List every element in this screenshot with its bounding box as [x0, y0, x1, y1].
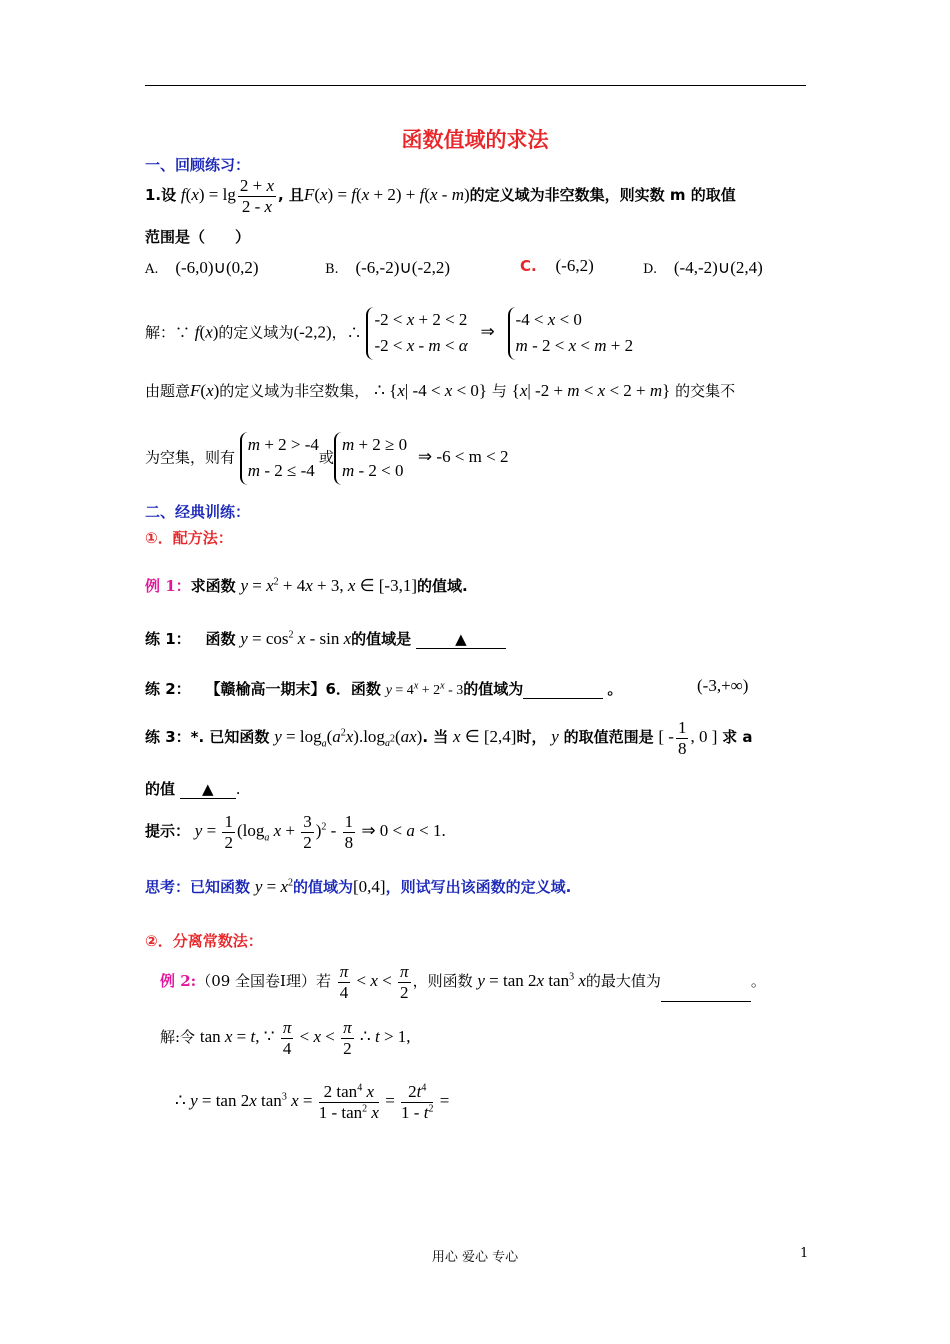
- solution2-line2: ∴ y = tan 2x $\tan^3 x$ = $\frac{2 \tan^4 x}{1 - \tan^2 x}$ = $\frac{2t^4}{1 - t^2}$ =: [175, 1082, 450, 1122]
- solution2-line1: 解:令 tan x = t, ∵ $\frac{\pi}{4}$ < x < $\frac{\pi}{2}$ ∴ t > 1,: [160, 1018, 411, 1058]
- practice3-answer-blank[interactable]: [180, 780, 236, 799]
- practice3-range: 的取值范围是: [563, 727, 654, 746]
- practice3-line2: [145, 778, 241, 799]
- option-c-value: (-6,2): [555, 256, 594, 275]
- q1-option-b[interactable]: [325, 258, 450, 278]
- page-title: 函数值域的求法: [401, 128, 549, 152]
- think-label: 思考：: [145, 878, 191, 896]
- method1-heading: ①．配方法：: [145, 529, 233, 547]
- practice3-ask: 求 a: [722, 727, 753, 746]
- sol1-line1: 解：∵ f(x)的定义域为(-2,2)，∴ -2 < x + 2 < 2 -2 < x - m < α ⇒ -4 < x < 0 m - 2 < x < m + 2: [145, 307, 633, 360]
- option-d-value: (-4,-2)∪(2,4): [673, 258, 763, 277]
- sol1-domain-text: 的定义域为: [218, 323, 294, 342]
- hint: 提示： y = $\frac{1}{2}$ ($\log_a$ x + $\frac{3}{2}$ )$^2$ - $\frac{1}{8}$ ⇒ 0 < a < 1.: [145, 812, 446, 852]
- example1-text: 求函数: [190, 577, 236, 595]
- sol1-para3-a: 为空集，则有: [145, 448, 236, 467]
- method2-heading: ②．分离常数法：: [145, 932, 263, 950]
- option-d-label: D.: [643, 262, 658, 277]
- practice3-label: 练 3：: [145, 727, 191, 746]
- practice2-tail: 的值域为: [463, 680, 524, 698]
- q1-suffix: 的定义域为非空数集，则实数 m 的取值: [469, 185, 736, 204]
- solution2-lead: 解:令: [160, 1027, 196, 1046]
- practice1-tail: 的值域是: [351, 630, 412, 648]
- think-tail: ，则试写出该函数的定义域.: [385, 878, 572, 896]
- page-number: 1: [800, 1246, 809, 1261]
- practice3: 练 3：*. 已知函数 $y = \log_a(a^2x).\log_{a^2}(ax)$. 当 x ∈ [2,4]时， y 的取值范围是 [ - $\frac{1}{8}$ , 0 ] 求 a: [145, 718, 753, 758]
- practice3-then: 时，: [516, 727, 547, 746]
- sol1-lead: 解：∵: [145, 323, 191, 342]
- practice2: 练 2： 【赣榆高一期末】6．函数 $y = 4^x + 2^x - 3$的值域为 。: [145, 680, 623, 698]
- option-b-label: B.: [325, 262, 339, 277]
- example2-tail: ，则函数: [412, 971, 473, 990]
- practice1-text: 函数: [205, 630, 236, 648]
- q1-line2: 范围是（ ）: [145, 228, 251, 246]
- practice3-text: *. 已知函数: [190, 727, 270, 746]
- think-mid: 的值域为: [293, 878, 354, 896]
- option-c-label: C.: [520, 257, 537, 275]
- q1-option-d[interactable]: [643, 258, 763, 278]
- triangle-icon: ▲: [455, 630, 467, 648]
- think: 思考：已知函数 $y = x^2$的值域为[0,4]，则试写出该函数的定义域.: [145, 877, 572, 896]
- practice2-answer-blank[interactable]: [523, 684, 603, 699]
- example1-label: 例 1：: [145, 577, 191, 595]
- section-review-heading: 一、回顾练习：: [145, 156, 251, 174]
- q1-line1: 1.设 f(x) = lg $\frac{2 + x}{2 - x}$ , 且F(x) = f(x + 2) + f(x - m)的定义域为非空数集，则实数 m 的取值: [145, 176, 736, 216]
- hint-label: 提示：: [145, 821, 191, 840]
- example1: 例 1：求函数 $y = x^2 + 4x + 3$, x ∈ [-3,1]的值域.: [145, 576, 468, 595]
- sol1-para2-a: 由题意: [145, 382, 191, 400]
- example2-source: （09 全国卷Ⅰ理）若: [196, 971, 331, 990]
- page-footer: 用心 爱心 专心: [431, 1250, 519, 1265]
- q1-option-a[interactable]: [145, 258, 259, 278]
- sol1-domain-val: (-2,2): [293, 322, 332, 342]
- q1-prefix: 1.设: [145, 185, 177, 204]
- practice3-when: . 当: [422, 727, 449, 746]
- option-b-value: (-6,-2)∪(-2,2): [355, 258, 451, 277]
- practice1-answer-blank[interactable]: [416, 630, 506, 649]
- practice2-end: 。: [607, 680, 623, 698]
- option-a-label: A.: [145, 262, 159, 277]
- practice2-answer: (-3,+∞): [697, 676, 749, 695]
- q1-mid: , 且: [278, 185, 304, 204]
- think-text: 已知函数: [190, 878, 251, 896]
- example2-end: 。: [750, 971, 766, 990]
- practice1-label: 练 1：: [145, 630, 191, 648]
- practice2-label: 练 2：: [145, 680, 191, 698]
- example2: 例 2:（09 全国卷Ⅰ理）若 $\frac{\pi}{4}$ < x < $\frac{\pi}{2}$ ，则函数 y = tan 2x $\tan^3 x$的最大值为 。: [160, 962, 766, 1002]
- sol1-line2: 由题意F(x)的定义域为非空数集， ∴ {x| -4 < x < 0} 与 {x| -2 + m < x < 2 + m} 的交集不: [145, 381, 736, 400]
- sol1-result: ⇒ -6 < m < 2: [417, 447, 509, 467]
- sol1-para2-d: 的交集不: [675, 382, 736, 400]
- example2-tail2: 的最大值为: [585, 971, 661, 990]
- sol1-or: 或: [318, 448, 334, 467]
- header-rule: [145, 85, 806, 86]
- practice1: 练 1： 函数 $y = \cos^2 x - \sin x$的值域是 ▲: [145, 628, 506, 649]
- q1-option-c[interactable]: [520, 256, 594, 276]
- example1-tail: 的值域.: [416, 577, 468, 595]
- practice3-dot: .: [235, 780, 241, 798]
- section-classic-heading: 二、经典训练：: [145, 503, 251, 521]
- triangle-icon: ▲: [202, 780, 214, 798]
- sol1-para2-c: 与: [491, 382, 507, 400]
- example2-label: 例 2:: [160, 971, 197, 990]
- example2-answer-blank[interactable]: [661, 987, 751, 1002]
- option-a-value: (-6,0)∪(0,2): [175, 258, 259, 277]
- practice2-source: 【赣榆高一期末】6．函数: [205, 680, 381, 698]
- sol1-para2-b: 的定义域为非空数集，: [219, 382, 370, 400]
- practice3-line2-text: 的值: [145, 780, 176, 798]
- sol1-line3: 为空集，则有 m + 2 > -4 m - 2 ≤ -4 或 m + 2 ≥ 0 m - 2 < 0 ⇒ -6 < m < 2: [145, 432, 508, 485]
